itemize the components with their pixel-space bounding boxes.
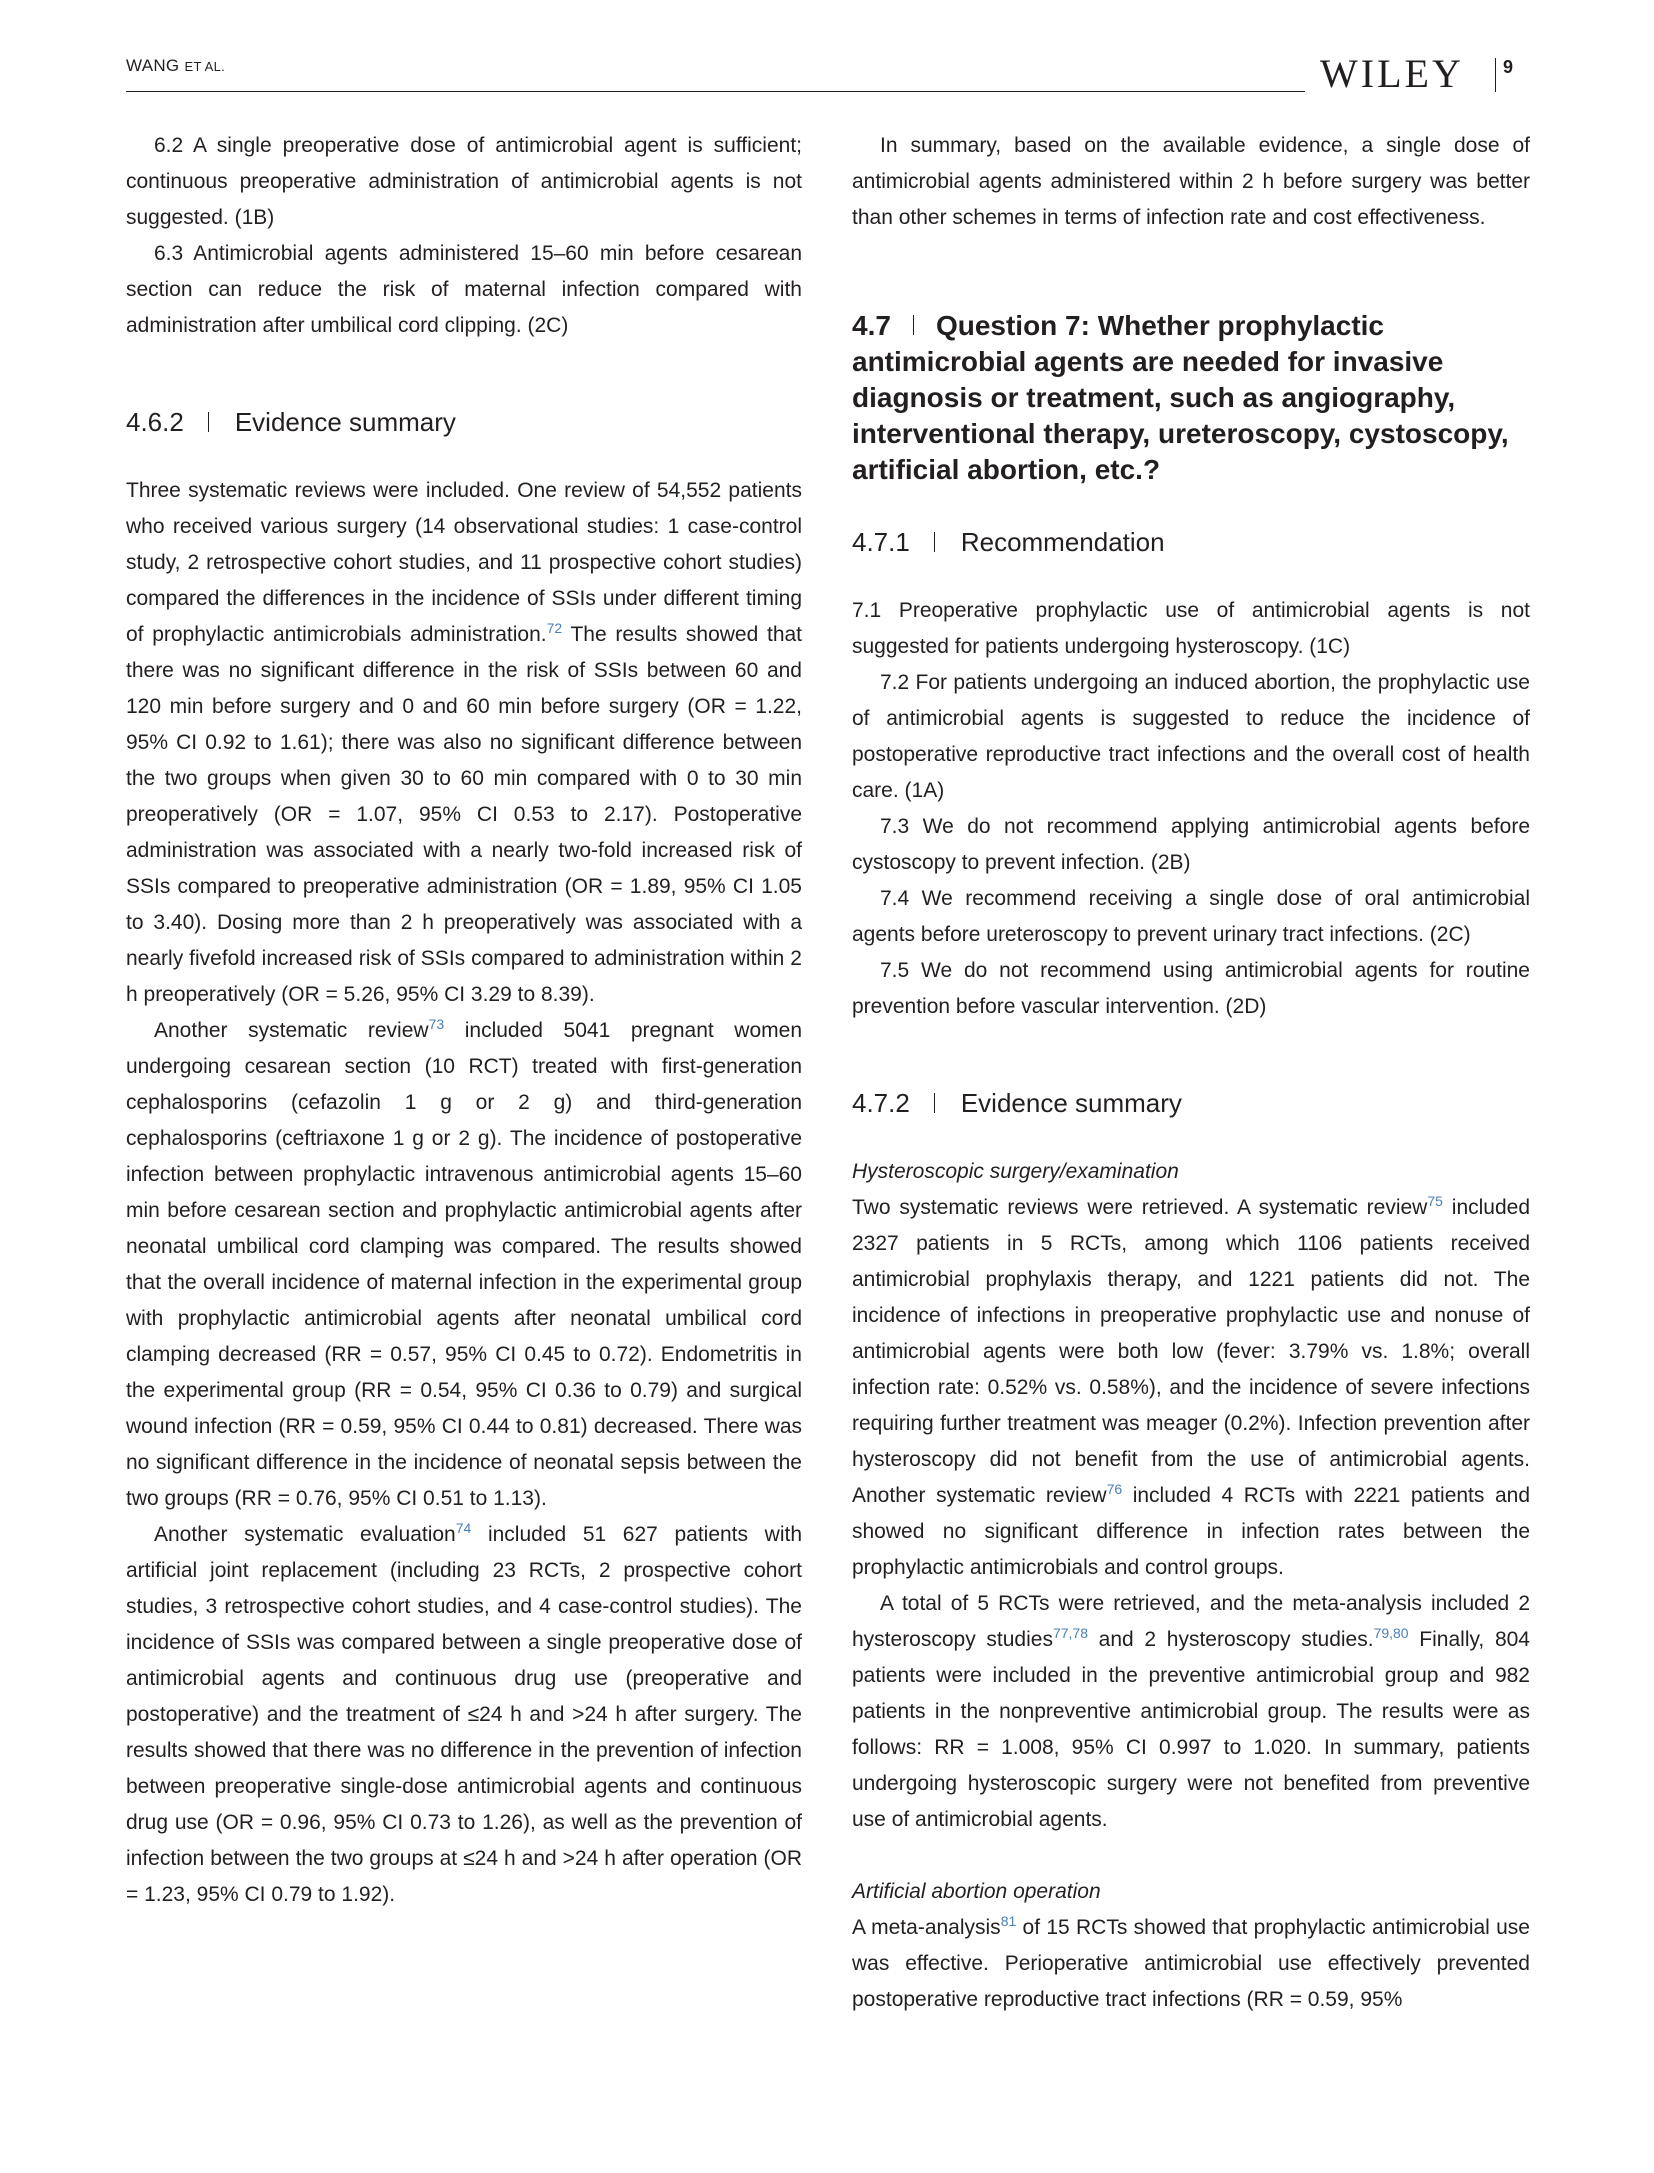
- recommendation-7-2: 7.2 For patients undergoing an induced abortion, the prophylactic use of antimicrobial agents is suggested to reduce the incidence of postoperative reproductive tract infections and the overall cost of health care. (1A): [852, 671, 1530, 802]
- section-heading-4-7: [852, 308, 1530, 488]
- subheading-abortion: Artificial abortion operation: [852, 1880, 1101, 1903]
- section-title: Evidence summary: [960, 1088, 1182, 1118]
- paragraph-text: included 4 RCTs with 2221 patients and showed no significant difference in infection rates between the prophylactic antimicrobials and control groups.: [852, 1484, 1530, 1579]
- section-number: 4.6.2: [126, 407, 184, 437]
- paragraph-text: included 5041 pregnant women undergoing cesarean section (10 RCT) treated with first-generation cephalosporins (cefazolin 1 g or 2 g) and third-generation cephalosporins (ceftriaxone 1 g or 2 g). The incidence of postoperative infection between prophylactic intravenous antimicrobial agents 15–60 min before cesarean section and prophylactic antimicrobial agents after neonatal umbilical cord clamping was compared. The results showed that the overall incidence of maternal infection in the experimental group with prophylactic antimicrobial agents after neonatal umbilical cord clamping decreased (RR = 0.57, 95% CI 0.45 to 0.72). Endometritis in the experimental group (RR = 0.54, 95% CI 0.36 to 0.79) and surgical wound infection (RR = 0.59, 95% CI 0.44 to 0.81) decreased. There was no significant difference in the incidence of neonatal sepsis between the two groups (RR = 0.76, 95% CI 0.51 to 1.13).: [126, 1019, 802, 1510]
- page-number: 9: [1503, 57, 1514, 77]
- citation-link[interactable]: 81: [1000, 1913, 1017, 1929]
- recommendation-7-4: 7.4 We recommend receiving a single dose of oral antimicrobial agents before ureteroscopy to prevent urinary tract infections. (2C): [852, 887, 1530, 946]
- heading-separator: [913, 315, 914, 335]
- subheading-hysteroscopic: Hysteroscopic surgery/examination: [852, 1160, 1179, 1183]
- right-column: [852, 128, 1530, 2018]
- paragraph-text: A meta-analysis: [852, 1916, 1001, 1939]
- left-column: [126, 128, 802, 1913]
- heading-separator: [208, 412, 209, 432]
- evidence-paragraph-2: [126, 1013, 802, 1517]
- citation-link[interactable]: 74: [455, 1520, 472, 1536]
- abortion-paragraph-1: [852, 1910, 1530, 2018]
- section-number: 4.7.1: [852, 527, 910, 557]
- citation-link[interactable]: 77,78: [1052, 1625, 1088, 1641]
- author-name: WANG: [126, 56, 180, 75]
- recommendation-7-1: 7.1 Preoperative prophylactic use of antimicrobial agents is not suggested for patients undergoing hysteroscopy. (1C): [852, 599, 1530, 658]
- paragraph-text: Another systematic review: [154, 1019, 429, 1042]
- paragraph-text: A total of 5 RCTs were retrieved, and the meta-analysis included 2 hysteroscopy studies: [852, 1592, 1530, 1651]
- section-heading-4-7-2: [852, 1085, 1530, 1121]
- section-title: Question 7: Whether prophylactic antimicrobial agents are needed for invasive diagnosis or treatment, such as angiography, interventional therapy, ureteroscopy, cystoscopy, artificial abortion, etc.?: [852, 310, 1509, 485]
- summary-paragraph: In summary, based on the available evidence, a single dose of antimicrobial agents administered within 2 h before surgery was better than other schemes in terms of infection rate and cost effectiveness.: [852, 134, 1530, 229]
- section-heading-4-6-2: [126, 404, 802, 440]
- recommendation-7-3: 7.3 We do not recommend applying antimicrobial agents before cystoscopy to prevent infection. (2B): [852, 815, 1530, 874]
- paragraph-text: Three systematic reviews were included. One review of 54,552 patients who received various surgery (14 observational studies: 1 case-control study, 2 retrospective cohort studies, and 11 prospective cohort studies) compared the differences in the incidence of SSIs under different timing of prophylactic antimicrobials administration.: [126, 479, 802, 646]
- recommendation-6-2: 6.2 A single preoperative dose of antimicrobial agent is sufficient; continuous preoperative administration of antimicrobial agents is not suggested. (1B): [126, 134, 802, 229]
- header-divider: [1495, 58, 1496, 92]
- section-heading-4-7-1: [852, 524, 1530, 560]
- evidence-paragraph-3: [126, 1517, 802, 1913]
- author-suffix: ET AL.: [184, 59, 226, 74]
- section-number: 4.7.2: [852, 1088, 910, 1118]
- paragraph-text: Finally, 804 patients were included in the preventive antimicrobial group and 982 patients in the nonpreventive antimicrobial group. The results were as follows: RR = 1.008, 95% CI 0.997 to 1.020. In summary, patients undergoing hysteroscopic surgery were not benefited from preventive use of antimicrobial agents.: [852, 1628, 1530, 1831]
- hysteroscopy-paragraph-1: [852, 1190, 1530, 1586]
- publisher-logo: WILEY: [1310, 52, 1476, 96]
- running-header-author: [126, 56, 225, 76]
- section-title: Recommendation: [960, 527, 1165, 557]
- recommendation-7-5: 7.5 We do not recommend using antimicrobial agents for routine prevention before vascular intervention. (2D): [852, 959, 1530, 1018]
- heading-separator: [934, 532, 935, 552]
- citation-link[interactable]: 73: [428, 1016, 445, 1032]
- paragraph-text: Another systematic evaluation: [154, 1523, 456, 1546]
- citation-link[interactable]: 72: [546, 620, 563, 636]
- citation-link[interactable]: 75: [1427, 1193, 1443, 1209]
- paragraph-text: included 2327 patients in 5 RCTs, among which 1106 patients received antimicrobial prophylaxis therapy, and 1221 patients did not. The incidence of infections in preoperative prophylactic use and nonuse of antimicrobial agents were both low (fever: 3.79% vs. 1.8%; overall infection rate: 0.52% vs. 0.58%), and the incidence of severe infections requiring further treatment was meager (0.2%). Infection prevention after hysteroscopy did not benefit from the use of antimicrobial agents. Another systematic review: [852, 1196, 1531, 1507]
- paragraph-text: included 51 627 patients with artificial joint replacement (including 23 RCTs, 2 prospective cohort studies, 3 retrospective cohort studies, and 4 case-control studies). The incidence of SSIs was compared between a single preoperative dose of antimicrobial agents and continuous drug use (preoperative and postoperative) and the treatment of ≤24 h and >24 h after surgery. The results showed that there was no difference in the prevention of infection between preoperative single-dose antimicrobial agents and continuous drug use (OR = 0.96, 95% CI 0.73 to 1.26), as well as the prevention of infection between the two groups at ≤24 h and >24 h after operation (OR = 1.23, 95% CI 0.79 to 1.92).: [126, 1523, 802, 1906]
- header-rule: [126, 91, 1305, 92]
- paragraph-text: and 2 hysteroscopy studies.: [1088, 1628, 1374, 1651]
- section-title: Evidence summary: [234, 407, 456, 437]
- hysteroscopy-paragraph-2: [852, 1586, 1530, 1838]
- recommendation-6-3: 6.3 Antimicrobial agents administered 15–60 min before cesarean section can reduce the risk of maternal infection compared with administration after umbilical cord clipping. (2C): [126, 242, 802, 337]
- paragraph-text: Two systematic reviews were retrieved. A systematic review: [852, 1196, 1428, 1219]
- citation-link[interactable]: 76: [1106, 1481, 1123, 1497]
- citation-link[interactable]: 79,80: [1373, 1625, 1409, 1641]
- paragraph-text: The results showed that there was no significant difference in the risk of SSIs between 60 and 120 min before surgery and 0 and 60 min before surgery (OR = 1.22, 95% CI 0.92 to 1.61); there was also no significant difference between the two groups when given 30 to 60 min compared with 0 to 30 min preoperatively (OR = 1.07, 95% CI 0.53 to 2.17). Postoperative administration was associated with a nearly two-fold increased risk of SSIs compared to preoperative administration (OR = 1.89, 95% CI 1.05 to 3.40). Dosing more than 2 h preoperatively was associated with a nearly fivefold increased risk of SSIs compared to administration within 2 h preoperatively (OR = 5.26, 95% CI 3.29 to 8.39).: [126, 623, 803, 1006]
- evidence-paragraph-1: [126, 473, 802, 1013]
- paragraph-text: of 15 RCTs showed that prophylactic antimicrobial use was effective. Perioperative antimicrobial use effectively prevented postoperative reproductive tract infections (RR = 0.59, 95%: [852, 1916, 1530, 2011]
- heading-separator: [934, 1093, 935, 1113]
- section-number: 4.7: [852, 310, 891, 341]
